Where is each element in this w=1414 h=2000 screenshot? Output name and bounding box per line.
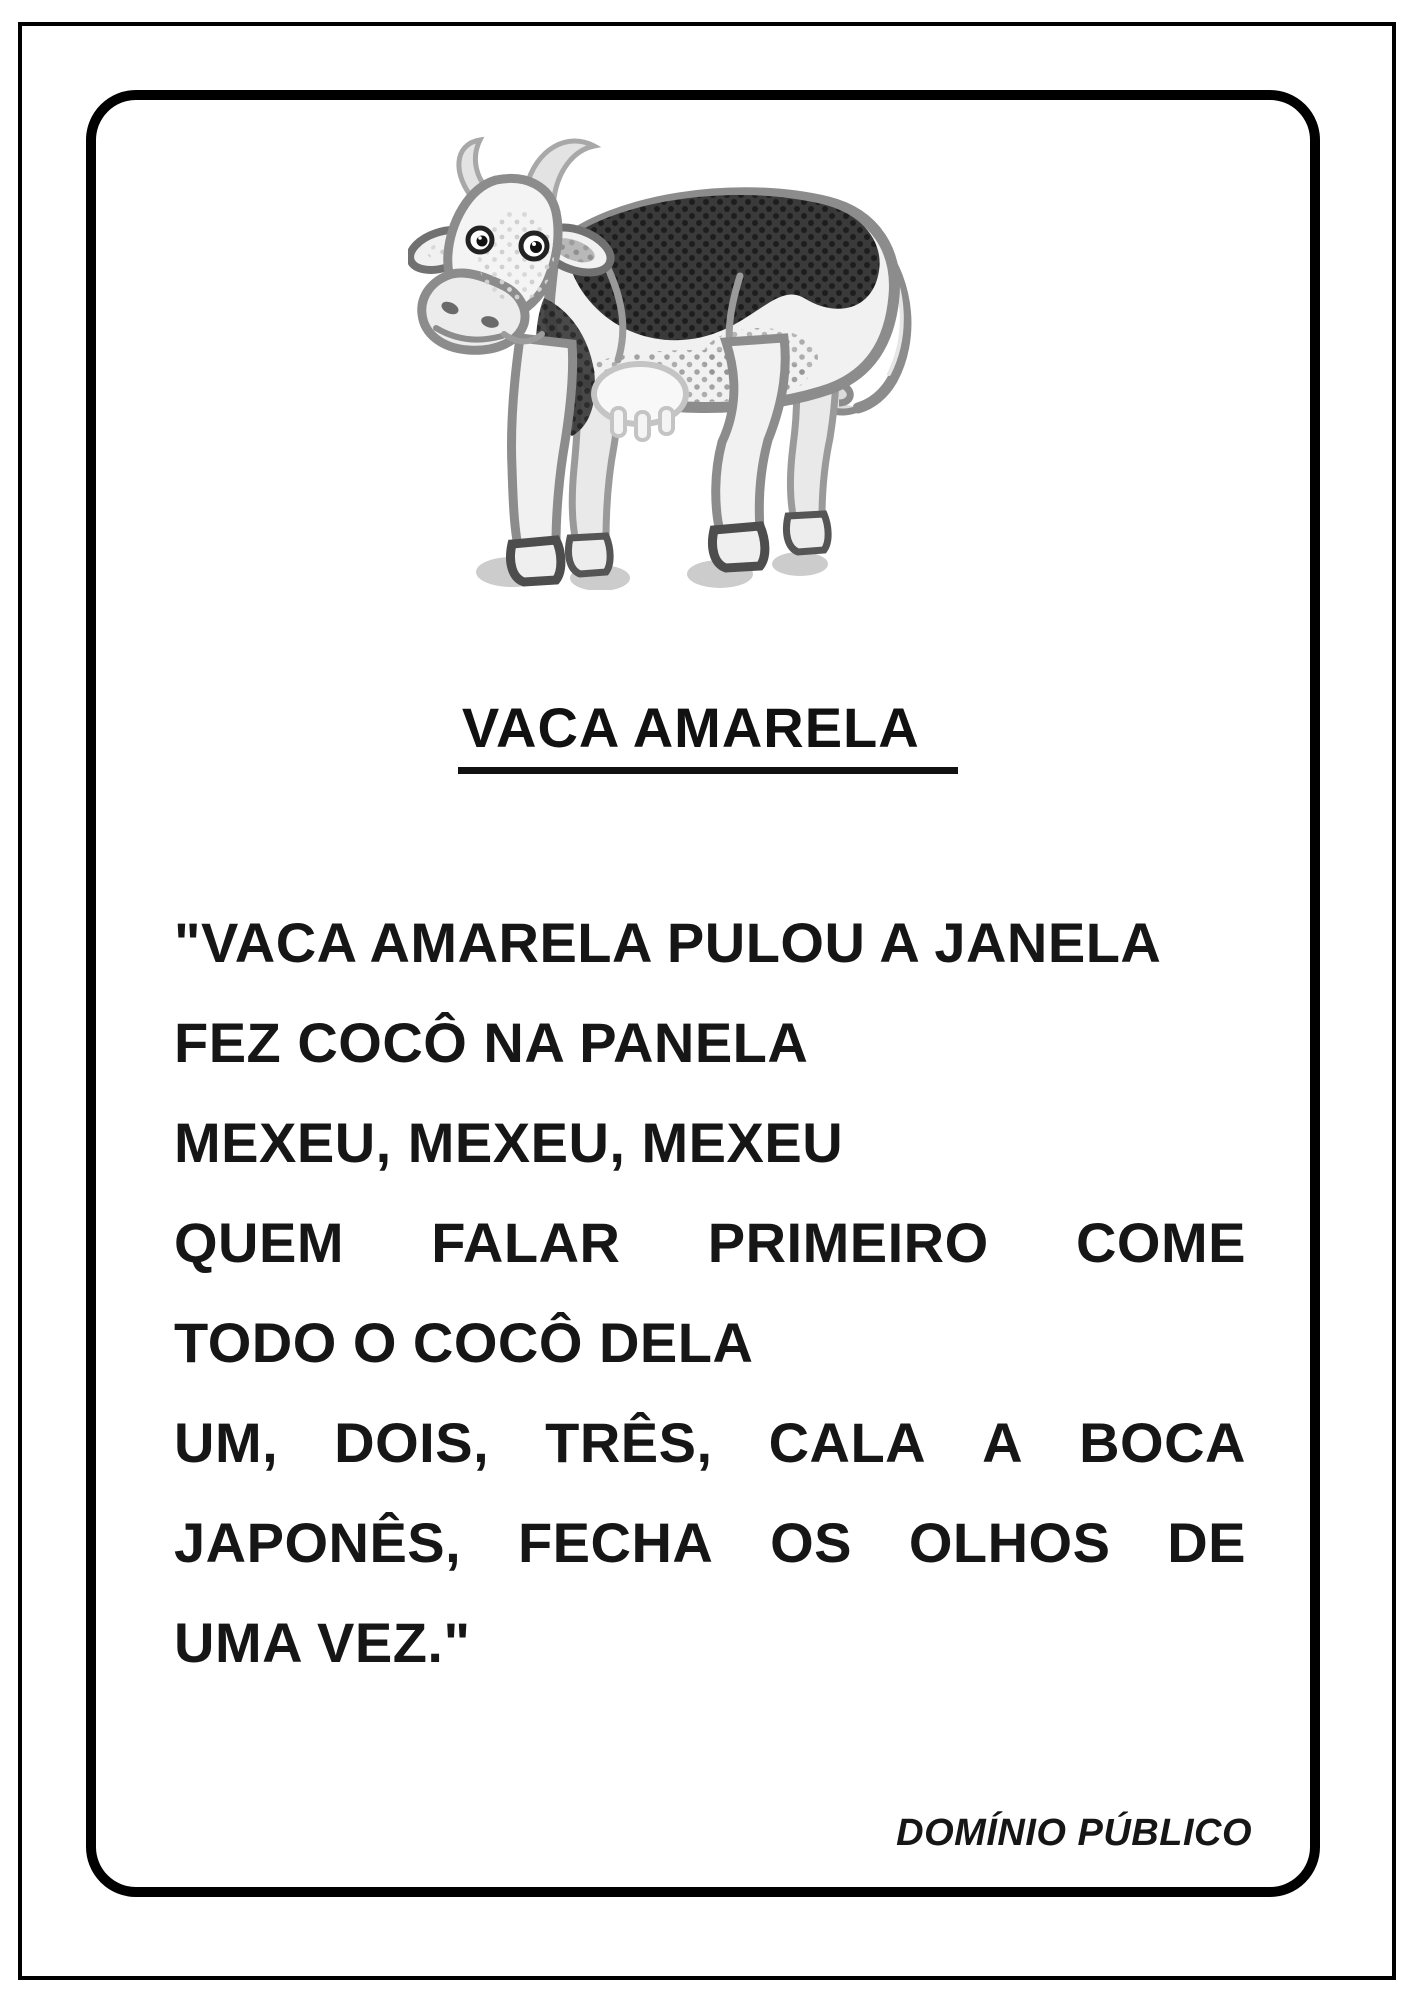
poem-line (174, 1493, 1246, 1593)
cow-eye-right (521, 233, 547, 259)
poem-word: FALAR (431, 1211, 621, 1274)
poem-line: MEXEU, MEXEU, MEXEU (174, 1111, 844, 1174)
cow-illustration (408, 128, 918, 590)
footer-credit: DOMÍNIO PÚBLICO (896, 1812, 1252, 1854)
poem-word: UM, (174, 1411, 279, 1474)
poem-word: FECHA (517, 1511, 714, 1574)
title-row (96, 698, 1320, 774)
poem-word: JAPONÊS, (174, 1511, 462, 1574)
page-title: VACA AMARELA (458, 698, 958, 774)
poem-line: TODO O COCÔ DELA (174, 1311, 754, 1374)
cow-eye-left (468, 228, 492, 252)
poem-line (174, 1193, 1246, 1293)
poem-word: CALA (768, 1411, 927, 1474)
poem (174, 893, 1246, 1693)
poem-word: PRIMEIRO (707, 1211, 989, 1274)
poem-word: DE (1167, 1511, 1246, 1574)
poem-line: UMA VEZ." (174, 1611, 471, 1674)
poem-word: OS (770, 1511, 853, 1574)
poem-word: A (982, 1411, 1024, 1474)
poem-word: COME (1075, 1211, 1246, 1274)
poem-word: DOIS, (334, 1411, 490, 1474)
poem-word: QUEM (174, 1211, 344, 1274)
poem-line: FEZ COCÔ NA PANELA (174, 1011, 809, 1074)
cow-icon (408, 128, 918, 590)
poem-line: "VACA AMARELA PULOU A JANELA (174, 911, 1162, 974)
poem-word: TRÊS, (545, 1411, 713, 1474)
poem-word: BOCA (1079, 1411, 1246, 1474)
poem-line (174, 1393, 1246, 1493)
poem-word: OLHOS (908, 1511, 1111, 1574)
